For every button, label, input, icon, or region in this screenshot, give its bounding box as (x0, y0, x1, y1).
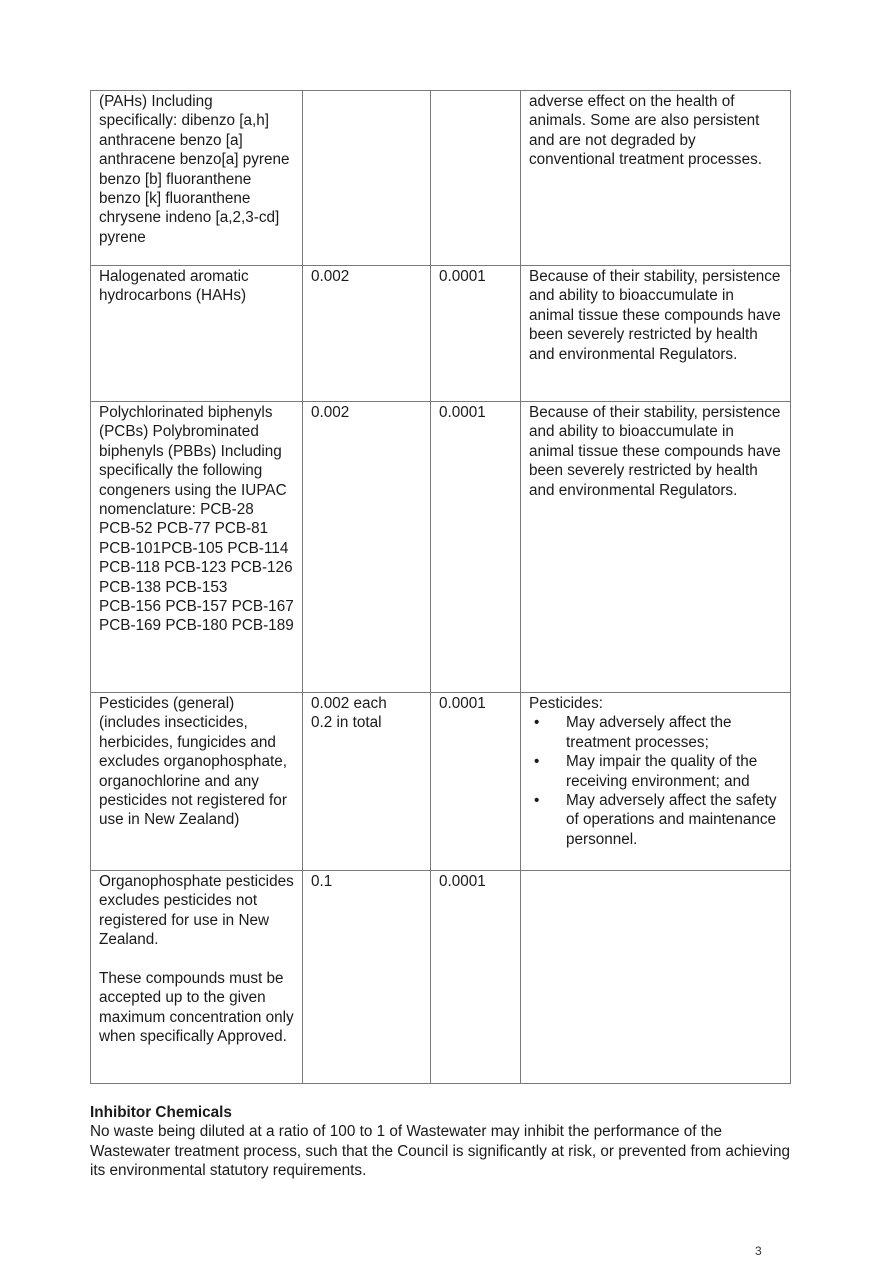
substance-cell: Organophosphate pesticides excludes pesticides not registered for use in New Zealand. These compounds must be accepted up to the given maximum concentration only when specifically Approved. (91, 871, 303, 1084)
reason-cell (521, 871, 791, 1084)
table-row (91, 693, 791, 871)
list-item: • May adversely affect the safety of operations and maintenance personnel. (529, 791, 782, 849)
substance-cell: Pesticides (general) (includes insecticides, herbicides, fungicides and excludes organophosphate, organochlorine and any pesticides not registered for use in New Zealand) (91, 693, 303, 871)
max-concentration-cell: 0.002 (303, 266, 431, 402)
list-item: • May adversely affect the treatment processes; (529, 713, 782, 752)
max-concentration-cell (303, 91, 431, 266)
reason-cell: Because of their stability, persistence and ability to bioaccumulate in animal tissue these compounds have been severely restricted by health and environmental Regulators. (521, 266, 791, 402)
table-row (91, 871, 791, 1084)
page-number: 3 (755, 1244, 762, 1258)
inhibitor-section (90, 1103, 800, 1181)
substance-cell: Polychlorinated biphenyls (PCBs) Polybrominated biphenyls (PBBs) Including specifically the following congeners using the IUPAC nomenclature: PCB-28 PCB-52 PCB-77 PCB-81 PCB-101PCB-105 PCB-114 PCB-118 PCB-123 PCB-126 PCB-138 PCB-153 PCB-156 PCB-157 PCB-167 PCB-169 PCB-180 PCB-189 (91, 402, 303, 693)
limit-cell: 0.0001 (431, 266, 521, 402)
substance-cell: Halogenated aromatic hydrocarbons (HAHs) (91, 266, 303, 402)
max-concentration-cell: 0.002 each 0.2 in total (303, 693, 431, 871)
section-heading: Inhibitor Chemicals (90, 1104, 232, 1121)
max-concentration-cell: 0.1 (303, 871, 431, 1084)
trade-waste-limits-table (90, 90, 791, 1084)
reason-bullet-list (529, 713, 782, 849)
table-row (91, 91, 791, 266)
reason-intro: Pesticides: (529, 695, 603, 712)
reason-cell: adverse effect on the health of animals. Some are also persistent and are not degraded by conventional treatment processes. (521, 91, 791, 266)
table-row (91, 402, 791, 693)
substance-cell: (PAHs) Including specifically: dibenzo [a,h] anthracene benzo [a] anthracene benzo[a] pyrene benzo [b] fluoranthene benzo [k] fluoranthene chrysene indeno [a,2,3-cd] pyrene (91, 91, 303, 266)
reason-cell (521, 693, 791, 871)
section-body: No waste being diluted at a ratio of 100 to 1 of Wastewater may inhibit the performance of the Wastewater treatment process, such that the Council is significantly at risk, or prevented from achieving its environmental statutory requirements. (90, 1123, 790, 1180)
limit-cell: 0.0001 (431, 693, 521, 871)
limit-cell: 0.0001 (431, 402, 521, 693)
limit-cell (431, 91, 521, 266)
list-item: • May impair the quality of the receiving environment; and (529, 752, 782, 791)
max-concentration-cell: 0.002 (303, 402, 431, 693)
limit-cell: 0.0001 (431, 871, 521, 1084)
reason-cell: Because of their stability, persistence and ability to bioaccumulate in animal tissue these compounds have been severely restricted by health and environmental Regulators. (521, 402, 791, 693)
table-row (91, 266, 791, 402)
